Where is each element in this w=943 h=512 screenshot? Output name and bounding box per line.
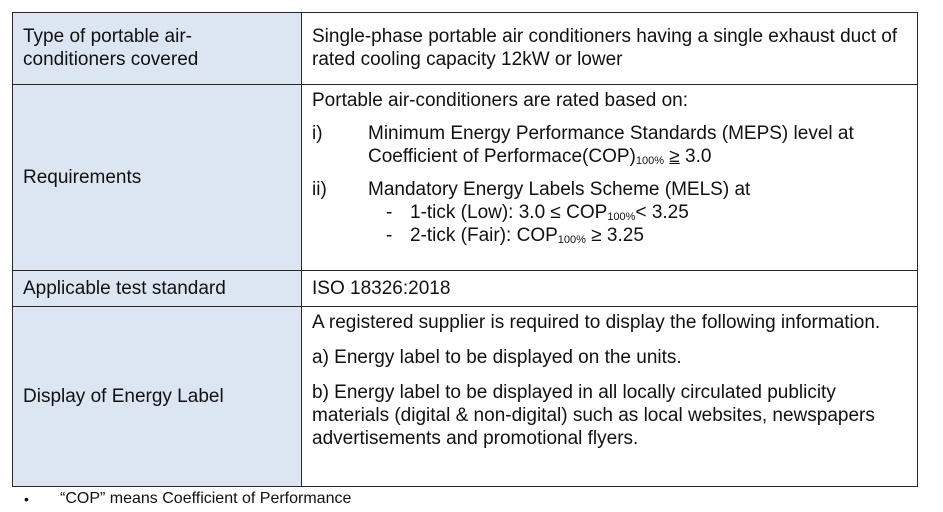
meps-prefix: Coefficient of Performace(COP) [368, 146, 636, 167]
display-para-2: a) Energy label to be displayed on the units. [312, 347, 682, 368]
row-label-test-standard: Applicable test standard [13, 271, 302, 307]
table-row [13, 307, 918, 487]
table-row [13, 13, 918, 85]
tick-1-text [410, 201, 689, 224]
meps-value: 3.0 [685, 146, 712, 167]
meps-line-1: Minimum Energy Performance Standards (MEPS) level at [368, 123, 854, 144]
tick-2-prefix: 2-tick (Fair): COP [410, 225, 558, 246]
meps-line-2 [368, 145, 905, 168]
dash-marker: - [386, 225, 393, 246]
meps-relation: ≥ [669, 146, 680, 167]
mels-line-1: Mandatory Energy Labels Scheme (MELS) at [368, 179, 751, 200]
tick-2-text [410, 224, 644, 247]
dash-marker: - [386, 202, 393, 223]
list-marker: ii) [312, 179, 327, 200]
display-para-3: b) Energy label to be displayed in all locally circulated publicity materials (digital & non-digital) such as local websites, newspapers advertisements and promotional flyers. [312, 382, 875, 449]
energy-label-table [12, 12, 918, 487]
list-item [312, 122, 905, 168]
row-label-type: Type of portable air-conditioners covered [13, 13, 302, 85]
bullet-icon: • [24, 491, 29, 507]
tick-1-sub: 100% [607, 211, 636, 223]
row-label-display: Display of Energy Label [13, 307, 302, 487]
tick-2-suffix: ≥ 3.25 [585, 225, 644, 246]
display-para-1: A registered supplier is required to display the following information. [312, 312, 881, 333]
footnote [24, 490, 351, 508]
footnote-text: “COP” means Coefficient of Performance [60, 490, 352, 507]
list-item-body [368, 122, 905, 168]
row-value-test-standard: ISO 18326:2018 [302, 271, 918, 307]
row-label-requirements: Requirements [13, 85, 302, 271]
list-item-body [368, 178, 905, 201]
table-row [13, 271, 918, 307]
tick-2-sub: 100% [557, 234, 586, 246]
row-value-requirements [302, 85, 918, 271]
list-item [312, 178, 905, 201]
list-marker: i) [312, 123, 323, 144]
row-value-type: Single-phase portable air conditioners having a single exhaust duct of rated cooling capacity 12kW or lower [302, 13, 918, 85]
table-row [13, 85, 918, 271]
tick-1-suffix: < 3.25 [635, 202, 689, 223]
row-value-display [302, 307, 918, 487]
requirements-intro: Portable air-conditioners are rated based on: [312, 90, 689, 111]
meps-sub: 100% [635, 155, 664, 167]
list-item [386, 201, 905, 224]
requirements-list [312, 122, 905, 247]
list-item [386, 224, 905, 247]
tick-1-prefix: 1-tick (Low): 3.0 ≤ COP [410, 202, 608, 223]
